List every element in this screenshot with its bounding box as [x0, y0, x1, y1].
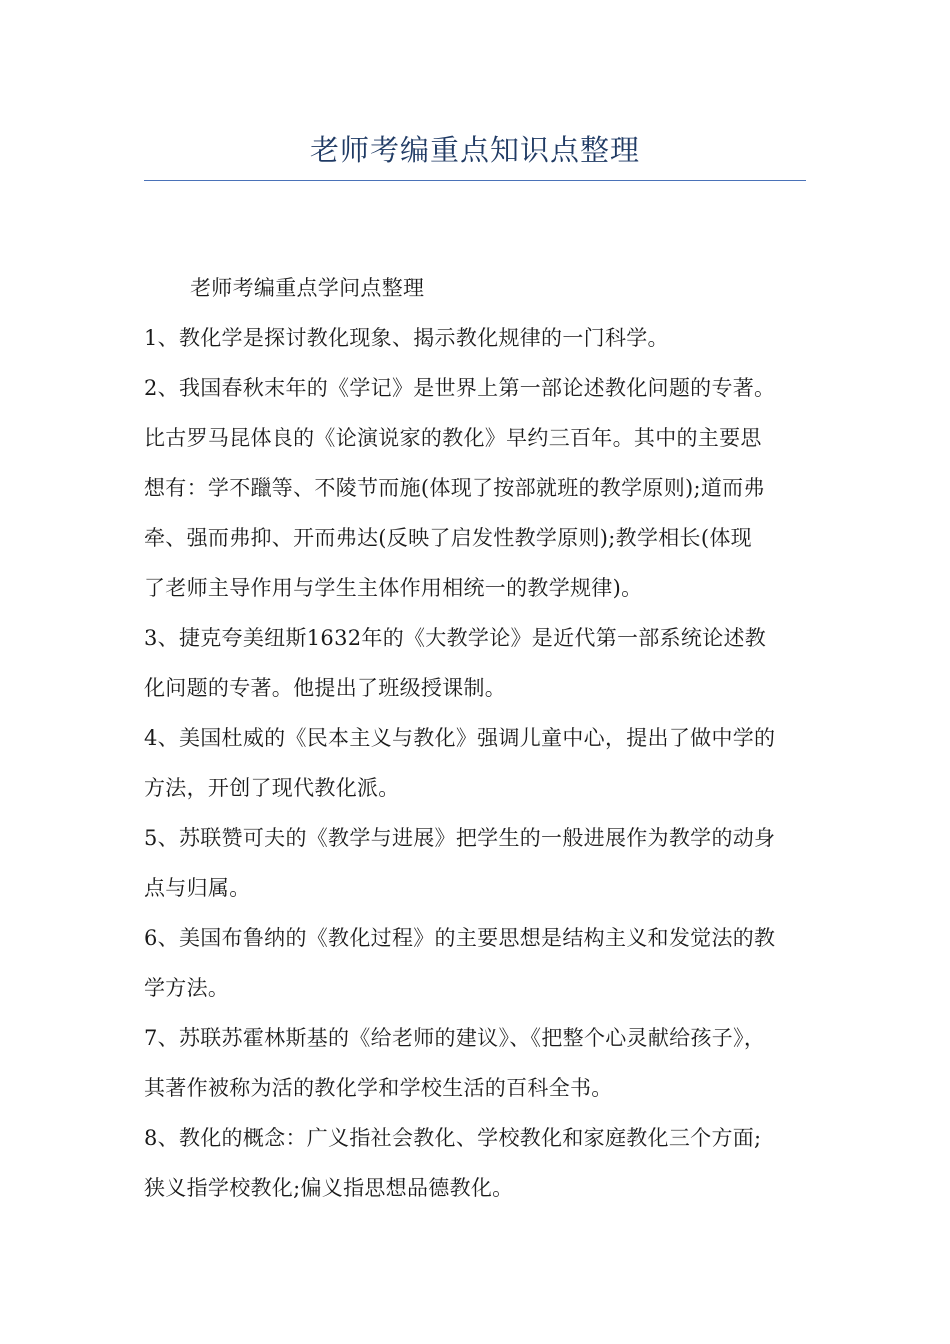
text-line: 其著作被称为活的教化学和学校生活的百科全书。 [144, 1076, 613, 1100]
document-title: 老师考编重点知识点整理 [309, 133, 640, 167]
text-line: 6、美国布鲁纳的《教化过程》的主要思想是结构主义和发觉法的教 [144, 926, 776, 950]
text-line: 比古罗马昆体良的《论演说家的教化》早约三百年。其中的主要思 [144, 426, 762, 450]
text-line: 5、苏联赞可夫的《教学与进展》把学生的一般进展作为教学的动身 [144, 826, 776, 850]
text-line: 牵、强而弗抑、开而弗达(反映了启发性教学原则);教学相长(体现 [144, 526, 752, 550]
text-line: 想有：学不躐等、不陵节而施(体现了按部就班的教学原则);道而弗 [144, 476, 765, 500]
document-body [144, 263, 808, 1213]
text-line: 方法，开创了现代教化派。 [144, 776, 400, 800]
text-line: 4、美国杜威的《民本主义与教化》强调儿童中心，提出了做中学的 [144, 726, 776, 750]
text-line: 7、苏联苏霍林斯基的《给老师的建议》、《把整个心灵献给孩子》， [144, 1026, 766, 1050]
text-line: 化问题的专著。他提出了班级授课制。 [144, 676, 507, 700]
text-line: 狭义指学校教化;偏义指思想品德教化。 [144, 1176, 514, 1200]
text-line: 学方法。 [144, 976, 230, 1000]
title-underline [144, 180, 806, 181]
text-line: 了老师主导作用与学生主体作用相统一的教学规律)。 [144, 576, 643, 600]
text-line: 1、教化学是探讨教化现象、揭示教化规律的一门科学。 [144, 326, 669, 350]
text-line: 3、捷克夸美纽斯1632年的《大教学论》是近代第一部系统论述教 [144, 626, 767, 650]
text-line: 点与归属。 [144, 876, 251, 900]
text-line: 8、教化的概念：广义指社会教化、学校教化和家庭教化三个方面; [144, 1126, 762, 1150]
text-line: 2、我国春秋末年的《学记》是世界上第一部论述教化问题的专著。 [144, 376, 776, 400]
section-heading: 老师考编重点学问点整理 [190, 276, 425, 300]
